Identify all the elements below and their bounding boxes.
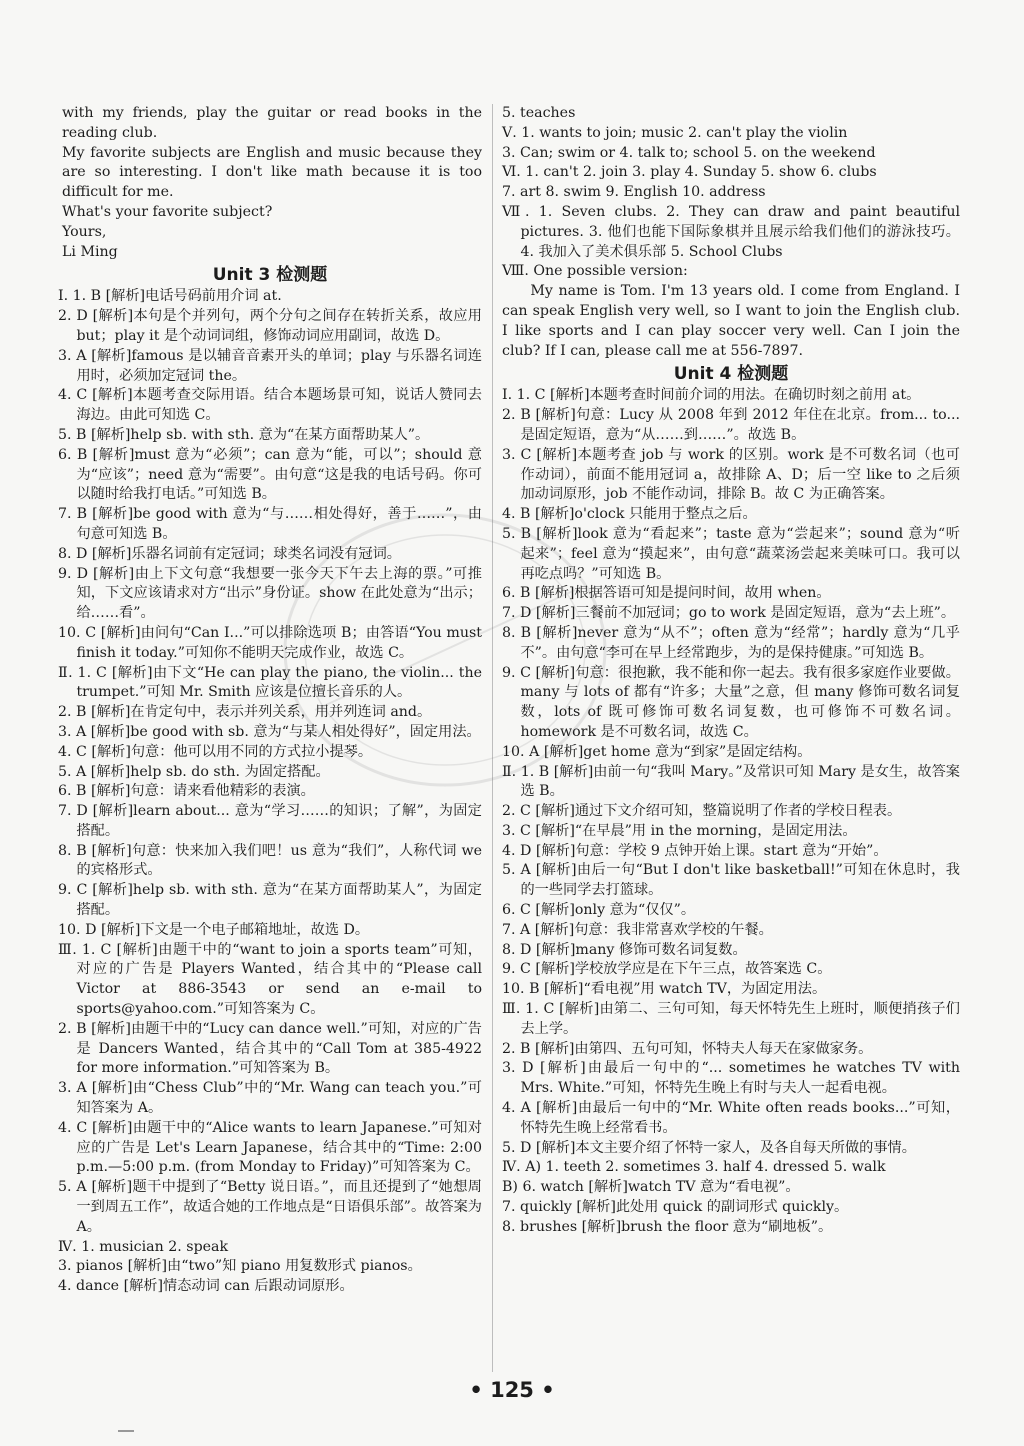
answer-line: 3. A [解析]famous 是以辅音音素开头的单词；play 与乐器名词连用时，必须加定冠词 the。 [58,347,482,384]
answer-line: with my friends, play the guitar or read books in the reading club. [62,105,482,141]
answer-line: Ⅱ. 1. B [解析]由前一句“我叫 Mary。”及常识可知 Mary 是女生，故答案选 B。 [502,763,960,800]
answer-line: 3. C [解析]“在早晨”用 in the morning，是固定用法。 [502,822,857,839]
answer-line: 4. B [解析]o'clock 只能用于整点之后。 [502,506,757,523]
answer-line: 8. D [解析]乐器名词前有定冠词；球类名词没有冠词。 [58,545,401,562]
answer-line: 5. B [解析]help sb. with sth. 意为“在某方面帮助某人”。 [58,426,430,443]
answer-line: 7. art 8. swim 9. English 10. address [502,184,766,201]
answer-line: Ⅳ. 1. musician 2. speak [58,1238,229,1255]
answer-line: 7. A [解析]句意：我非常喜欢学校的午餐。 [502,921,773,938]
answer-line: What's your favorite subject? [62,203,273,220]
answer-line: 10. B [解析]“看电视”用 watch TV，为固定用法。 [502,981,827,998]
answer-line: 6. C [解析]only 意为“仅仅”。 [502,902,696,919]
answer-line: 10. D [解析]下文是一个电子邮箱地址，故选 D。 [58,921,370,938]
answer-line: 2. B [解析]在肯定句中，表示并列关系，用并列连词 and。 [58,704,432,721]
left-column [58,104,482,1297]
answer-line: Ⅰ. 1. B [解析]电话号码前用介词 at. [58,288,282,305]
answer-line: Li Ming [62,243,118,260]
answer-line: 6. B [解析]根据答语可知是提问时间，故用 when。 [502,585,831,602]
answer-line: 5. D [解析]本文主要介绍了怀特一家人，及各自每天所做的事情。 [502,1139,916,1156]
answer-line: 4. C [解析]句意：他可以用不同的方式拉小提琴。 [58,743,373,760]
answer-line: B) 6. watch [解析]watch TV 意为“看电视”。 [502,1179,800,1196]
answer-line: 8. D [解析]many 修饰可数名词复数。 [502,941,747,958]
answer-line: 2. D [解析]本句是个并列句，两个分句之间存在转折关系，故应用 but；play it 是个动词词组，修饰动词应用副词，故选 D。 [58,308,482,344]
answer-line: 5. A [解析]由后一句“But I don't like basketball!”可知在休息时，我的一些同学去打篮球。 [502,862,960,899]
answer-line: 9. C [解析]help sb. with sth. 意为“在某方面帮助某人”，为固定搭配。 [58,882,482,919]
answer-line: 2. B [解析]由第四、五句可知，怀特夫人每天在家做家务。 [502,1040,873,1057]
answer-line: 2. C [解析]通过下文介绍可知，整篇说明了作者的学校日程表。 [502,803,902,820]
column-divider [492,104,493,1372]
answer-line: Ⅲ. 1. C [解析]由第二、三句可知，每天怀特先生上班时，顺便捎孩子们去上学。 [502,1001,960,1037]
answer-line: Yours, [62,223,107,240]
answer-line: My name is Tom. I'm 13 years old. I come from England. I can speak English very well, so I want to join the English club. I like sports and I can play soccer very well. Can I join the club? If I can, please call me at 556-7897. [502,283,960,359]
answer-line: 10. A [解析]get home 意为“到家”是固定结构。 [502,743,812,760]
answer-line: Ⅴ. 1. wants to join; music 2. can't play the violin [502,124,848,141]
answer-line: Ⅰ. 1. C [解析]本题考查时间前介词的用法。在确切时刻之前用 at。 [502,387,921,404]
answer-line: 8. B [解析]句意：快来加入我们吧！us 意为“我们”，人称代词 we 的宾格形式。 [58,842,482,879]
answer-line: 5. teaches [502,105,576,121]
answer-line: 7. D [解析]learn about... 意为“学习……的知识；了解”，为固定搭配。 [58,803,482,839]
answer-line: 8. brushes [解析]brush the floor 意为“刷地板”。 [502,1218,833,1235]
answer-line: 6. B [解析]must 意为“必须”；can 意为“能，可以”；should 意为“应该”；need 意为“需要”。由句意“这是我的电话号码。你可以随时给我打电话。”可知选 B。 [58,446,482,503]
answer-line: 2. B [解析]由题干中的“Lucy can dance well.”可知，对应的广告是 Dancers Wanted，结合其中的“Call Tom at 385-4922 for more information.”可知答案为 B。 [58,1020,482,1077]
answer-line: 9. C [解析]句意：很抱歉，我不能和你一起去。我有很多家庭作业要做。many 与 lots of 都有“许多；大量”之意，但 many 修饰可数名词复数，lots of 既可修饰可数名词复数，也可修饰不可数名词。homework 是不可数名词，故选 C。 [502,664,960,740]
answer-line: Ⅲ. 1. C [解析]由题干中的“want to join a sports team”可知，对应的广告是 Players Wanted，结合其中的“Please call Victor at 886-3543 or send an e-mail to sports@yahoo.com.”可知答案为 C。 [58,941,482,1018]
page-number: • 125 • [469,1378,555,1402]
answer-line: 5. B [解析]look 意为“看起来”；taste 意为“尝起来”；sound 意为“听起来”；feel 意为“摸起来”，由句意“蔬菜汤尝起来美味可口。我可以再吃点吗？”可知选 B。 [502,525,960,582]
answer-line: Ⅱ. 1. C [解析]由下文“He can play the piano, the violin... the trumpet.”可知 Mr. Smith 应该是位擅长音乐的人。 [58,664,482,701]
answer-line: Ⅳ. A) 1. teeth 2. sometimes 3. half 4. dressed 5. walk [502,1159,886,1176]
answer-line: 3. Can; swim or 4. talk to; school 5. on the weekend [502,144,876,161]
answer-line: 7. B [解析]be good with 意为“与……相处得好，善于……”，由句意可知选 B。 [58,506,482,542]
answer-line: 7. D [解析]三餐前不加冠词；go to work 是固定短语，意为“去上班”。 [502,605,956,622]
answer-line: 9. C [解析]学校放学应是在下午三点，故答案选 C。 [502,961,832,978]
answer-line: 3. D [解析]由最后一句中的“... sometimes he watches TV with Mrs. White.”可知，怀特先生晚上有时与夫人一起看电视。 [502,1060,960,1097]
answer-line: 4. A [解析]由最后一句中的“Mr. White often reads books...”可知，怀特先生晚上经常看书。 [502,1100,960,1136]
answer-line: 3. pianos [解析]由“two”知 piano 用复数形式 pianos。 [58,1258,422,1275]
answer-line: 2. B [解析]句意：Lucy 从 2008 年到 2012 年住在北京。from... to... 是固定短语，意为“从……到……”。故选 B。 [502,407,960,443]
answer-line: 3. A [解析]be good with sb. 意为“与某人相处得好”，固定用法。 [58,723,481,740]
answer-line: 4. C [解析]本题考查交际用语。结合本题场景可知，说话人赞同去海边。由此可知选 C。 [58,387,482,424]
answer-line: 6. B [解析]句意：请来看他精彩的表演。 [58,783,315,800]
unit-heading: Unit 4 检测题 [673,364,789,385]
answer-line: 10. C [解析]由问句“Can I...”可以排除选项 B；由答语“You must finish it today.”可知你不能明天完成作业，故选 C。 [58,624,482,661]
answer-line: 9. D [解析]由上下文句意“我想要一张今天下午去上海的票。”可推知，下文应该请求对方“出示”身份证。show 在此处意为“出示；给……看”。 [58,565,482,622]
answer-line: Ⅶ. 1. Seven clubs. 2. They can draw and paint beautiful pictures. 3. 他们也能下国际象棋并且展示给我们他们的游泳技巧。 4. 我加入了美术俱乐部 5. School Clubs [502,203,960,260]
answer-line: My favorite subjects are English and music because they are so interesting. I don't like math because it is too difficult for me. [62,144,482,201]
answer-line: 5. A [解析]help sb. do sth. 为固定搭配。 [58,763,330,780]
answer-line: 8. B [解析]never 意为“从不”；often 意为“经常”；hardly 意为“几乎不”。由句意“李可在早上经常跑步，为的是保持健康。”可知选 B。 [502,624,960,661]
answer-line: Ⅷ. One possible version: [502,263,688,280]
right-column [502,104,960,1238]
answer-line: 7. quickly [解析]此处用 quick 的副词形式 quickly。 [502,1199,849,1216]
answer-line: 3. C [解析]本题考查 job 与 work 的区别。work 是不可数名词（也可作动词），前面不能用冠词 a，故排除 A、D；后一空 like to 之后须加动词原形，job 不能作动词，排除 B。故 C 为正确答案。 [502,446,960,503]
answer-line: 4. C [解析]由题干中的“Alice wants to learn Japanese.”可知对应的广告是 Let's Learn Japanese，结合其中的“Time: 2:00 p.m.—5:00 p.m. (from Monday to Friday)”可知答案为 C。 [58,1119,482,1176]
scan-mark [118,1430,134,1432]
answer-line: 4. dance [解析]情态动词 can 后跟动词原形。 [58,1278,354,1295]
answer-line: 3. A [解析]由“Chess Club”中的“Mr. Wang can teach you.”可知答案为 A。 [58,1080,482,1117]
unit-heading: Unit 3 检测题 [212,265,328,286]
answer-line: Ⅵ. 1. can't 2. join 3. play 4. Sunday 5. show 6. clubs [502,164,877,181]
answer-line: 4. D [解析]句意：学校 9 点钟开始上课。start 意为“开始”。 [502,842,888,859]
answer-line: 5. A [解析]题干中提到了“Betty 说日语。”，而且还提到了“她想周一到周五工作”，故适合她的工作地点是“日语俱乐部”。故答案为 A。 [58,1179,482,1235]
